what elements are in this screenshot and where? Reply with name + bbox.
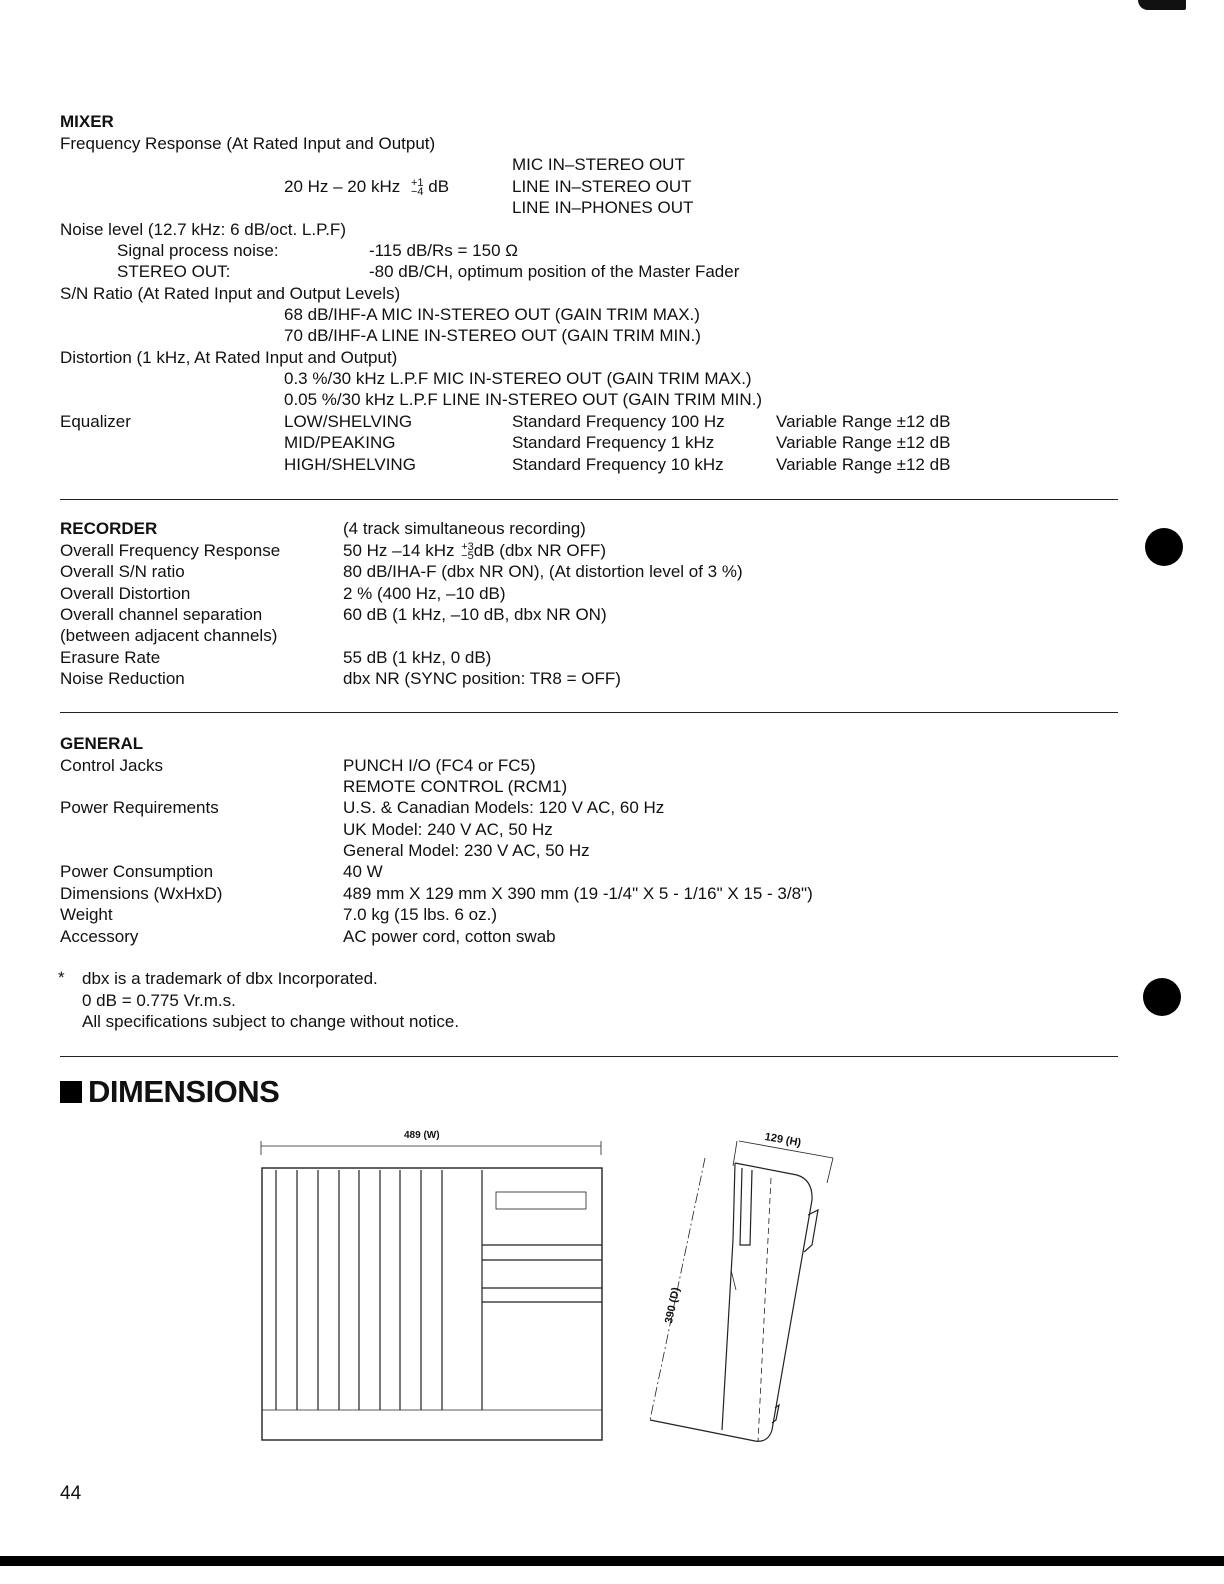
mixer-dist-row: 0.05 %/30 kHz L.P.F LINE IN-STEREO OUT (GAIN TRIM MIN.) xyxy=(284,390,762,409)
recorder-erase-value: 55 dB (1 kHz, 0 dB) xyxy=(343,648,492,667)
mixer-freq-path: LINE IN–STEREO OUT xyxy=(512,177,692,196)
mixer-eq-range: Variable Range ±12 dB xyxy=(776,412,951,431)
general-dims-value: 489 mm X 129 mm X 390 mm (19 -1/4" X 5 - 1/16" X 15 - 3/8") xyxy=(343,884,813,903)
mixer-sn-row: 70 dB/IHF-A LINE IN-STEREO OUT (GAIN TRIM MIN.) xyxy=(284,326,701,345)
mixer-eq-band: LOW/SHELVING xyxy=(284,412,413,431)
recorder-sn-value: 80 dB/IHA-F (dbx NR ON), (At distortion level of 3 %) xyxy=(343,562,743,581)
general-jacks-value: PUNCH I/O (FC4 or FC5) xyxy=(343,756,536,775)
recorder-erase-label: Erasure Rate xyxy=(60,648,161,667)
mixer-freq-tolerance: +1 −4 xyxy=(410,176,424,198)
mixer-sn-row: 68 dB/IHF-A MIC IN-STEREO OUT (GAIN TRIM MAX.) xyxy=(284,305,700,324)
mixer-noise-row-value: -80 dB/CH, optimum position of the Master Fader xyxy=(369,262,740,281)
mixer-heading: MIXER xyxy=(60,112,114,131)
recorder-sep-label-2: (between adjacent channels) xyxy=(60,626,278,645)
mixer-freq-path: LINE IN–PHONES OUT xyxy=(512,198,694,217)
recorder-heading-value: (4 track simultaneous recording) xyxy=(343,519,586,538)
mixer-eq-range: Variable Range ±12 dB xyxy=(776,455,951,474)
general-jacks-label: Control Jacks xyxy=(60,756,163,775)
mixer-freq-path: MIC IN–STEREO OUT xyxy=(512,155,685,174)
recorder-nr-value: dbx NR (SYNC position: TR8 = OFF) xyxy=(343,669,621,688)
mixer-noise-label: Noise level (12.7 kHz: 6 dB/oct. L.P.F) xyxy=(60,220,346,239)
recorder-sep-label: Overall channel separation xyxy=(60,605,263,624)
recorder-dist-value: 2 % (400 Hz, –10 dB) xyxy=(343,584,506,603)
notes-asterisk: * xyxy=(58,968,65,987)
general-weight-value: 7.0 kg (15 lbs. 6 oz.) xyxy=(343,905,498,924)
mixer-dist-label: Distortion (1 kHz, At Rated Input and Output) xyxy=(60,348,398,367)
mixer-eq-label: Equalizer xyxy=(60,412,131,431)
recorder-freq-label: Overall Frequency Response xyxy=(60,541,281,560)
general-heading: GENERAL xyxy=(60,734,144,753)
recorder-freq-tolerance: +3 −5 xyxy=(461,540,474,562)
mixer-sn-label: S/N Ratio (At Rated Input and Output Levels) xyxy=(60,284,401,303)
mixer-eq-band: MID/PEAKING xyxy=(284,433,396,452)
mixer-eq-band: HIGH/SHELVING xyxy=(284,455,416,474)
general-weight-label: Weight xyxy=(60,905,113,924)
general-power-label: Power Requirements xyxy=(60,798,219,817)
recorder-sep-value: 60 dB (1 kHz, –10 dB, dbx NR ON) xyxy=(343,605,607,624)
mixer-noise-row-value: -115 dB/Rs = 150 Ω xyxy=(369,241,518,260)
page-number: 44 xyxy=(60,1483,82,1504)
notes-line: 0 dB = 0.775 Vr.m.s. xyxy=(82,991,236,1010)
mixer-noise-row-label: Signal process noise: xyxy=(117,241,279,260)
general-consumption-label: Power Consumption xyxy=(60,862,214,881)
bottom-bar xyxy=(0,1556,1224,1566)
recorder-dist-label: Overall Distortion xyxy=(60,584,191,603)
depth-dimension-label: 390 (D) xyxy=(662,1286,683,1325)
recorder-nr-label: Noise Reduction xyxy=(60,669,185,688)
notes-line: dbx is a trademark of dbx Incorporated. xyxy=(82,969,378,988)
height-dimension-label: 129 (H) xyxy=(763,1130,802,1150)
general-dims-label: Dimensions (WxHxD) xyxy=(60,884,223,903)
width-dimension-label: 489 (W) xyxy=(404,1130,440,1141)
recorder-freq-value: 50 Hz –14 kHz +3 −5 dB (dbx NR OFF) xyxy=(343,540,607,562)
mixer-noise-row-label: STEREO OUT: xyxy=(117,262,231,281)
recorder-heading: RECORDER xyxy=(60,519,158,538)
mixer-eq-freq: Standard Frequency 1 kHz xyxy=(512,433,715,452)
general-power-value: U.S. & Canadian Models: 120 V AC, 60 Hz xyxy=(343,798,665,817)
general-jacks-value: REMOTE CONTROL (RCM1) xyxy=(343,777,568,796)
mixer-eq-freq: Standard Frequency 10 kHz xyxy=(512,455,724,474)
general-power-value: UK Model: 240 V AC, 50 Hz xyxy=(343,820,553,839)
mixer-freq-label: Frequency Response (At Rated Input and Output) xyxy=(60,134,436,153)
mixer-eq-freq: Standard Frequency 100 Hz xyxy=(512,412,725,431)
front-view-drawing xyxy=(261,1141,602,1440)
notes-line: All specifications subject to change without notice. xyxy=(82,1012,460,1031)
general-accessory-label: Accessory xyxy=(60,927,139,946)
mixer-dist-row: 0.3 %/30 kHz L.P.F MIC IN-STEREO OUT (GAIN TRIM MAX.) xyxy=(284,369,752,388)
dimensions-title: DIMENSIONS xyxy=(60,1074,279,1110)
general-consumption-value: 40 W xyxy=(343,862,383,881)
mixer-freq-range: 20 Hz – 20 kHz +1 −4 dB xyxy=(284,176,450,198)
mixer-eq-range: Variable Range ±12 dB xyxy=(776,433,951,452)
recorder-sn-label: Overall S/N ratio xyxy=(60,562,185,581)
general-accessory-value: AC power cord, cotton swab xyxy=(343,927,556,946)
general-power-value: General Model: 230 V AC, 50 Hz xyxy=(343,841,590,860)
